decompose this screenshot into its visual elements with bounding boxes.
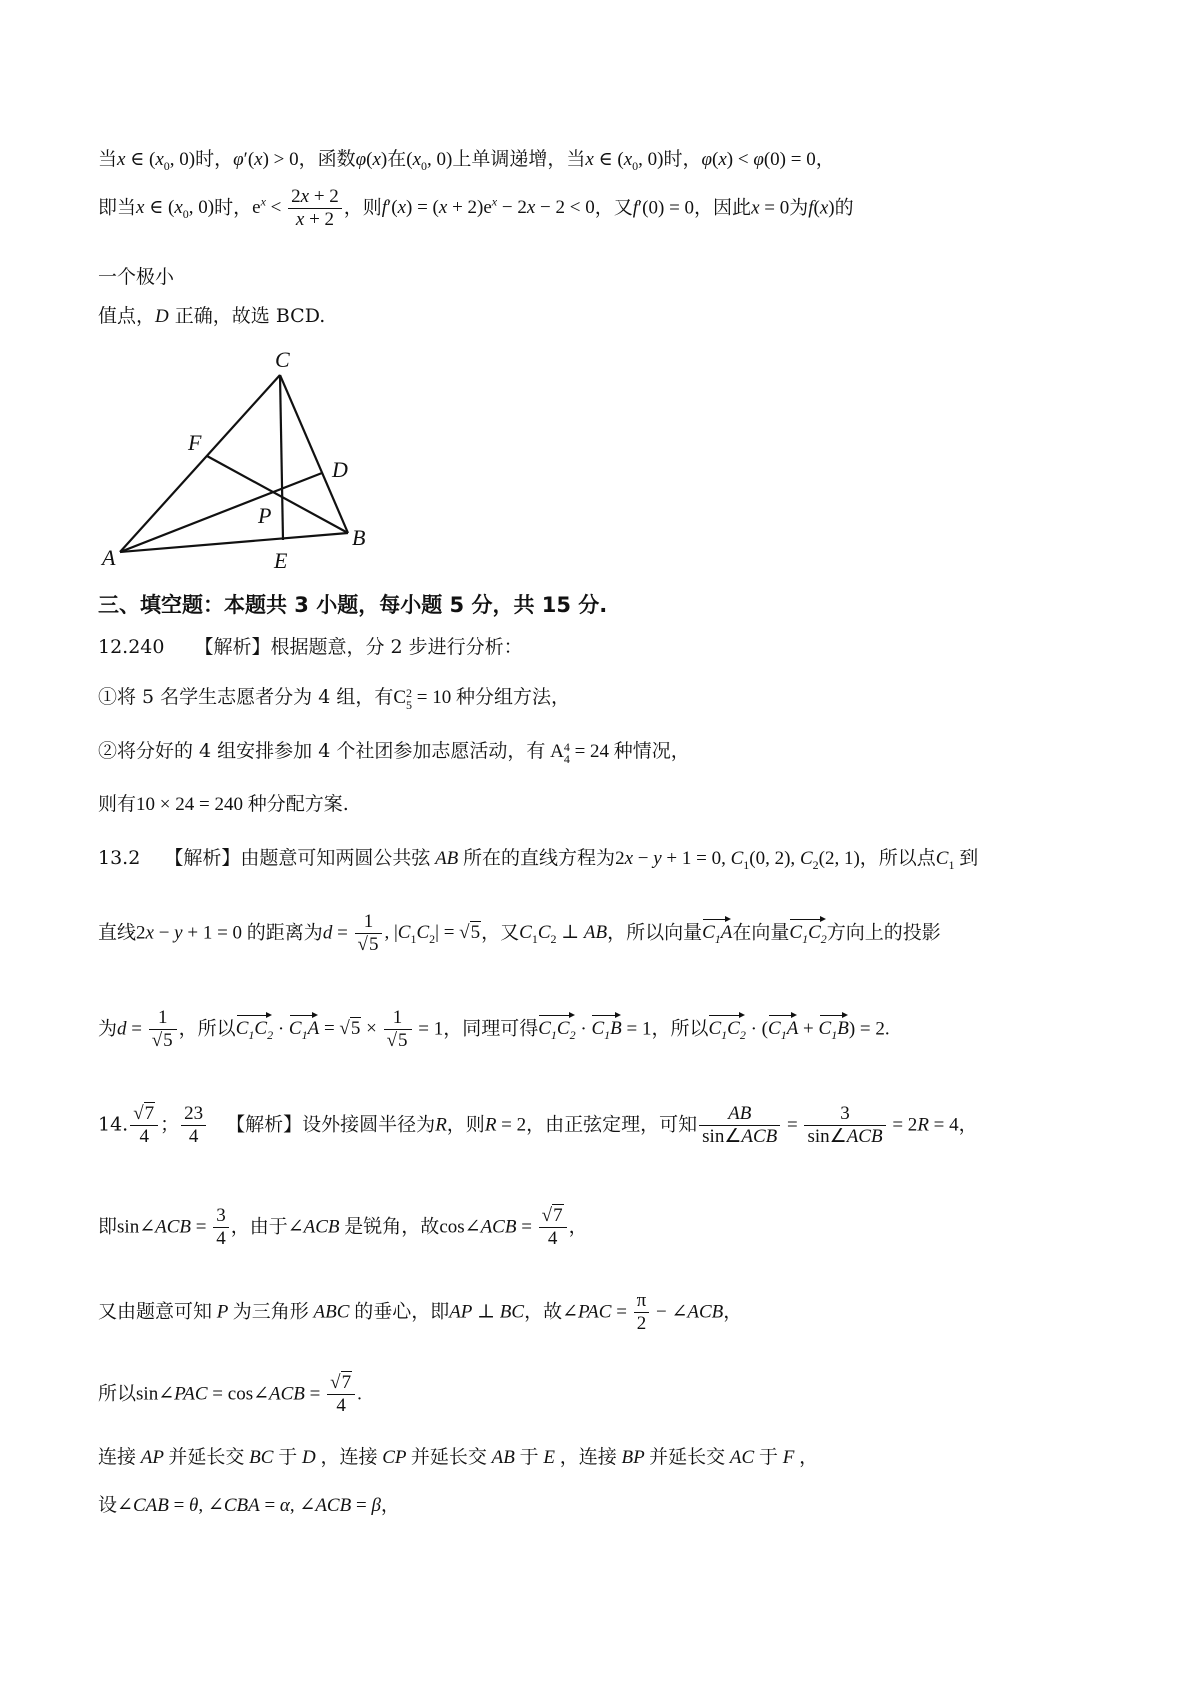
text-line-1	[98, 148, 835, 173]
math: φ(x) < φ(0) = 0	[701, 149, 816, 170]
math: ∠CAB = θ, ∠CBA = α, ∠ACB = β，	[117, 1495, 400, 1516]
text: 正确，故选 BCD.	[174, 305, 326, 327]
text: 时，	[195, 148, 234, 170]
math: sin∠ACB =	[117, 1216, 212, 1238]
text: 【解析】由题意可知两圆公共弦	[164, 847, 431, 869]
text: 即当	[98, 196, 137, 219]
math: f′(0) = 0	[632, 197, 695, 219]
q14-line-6	[98, 1494, 400, 1518]
label-c: C	[275, 347, 290, 372]
math: $C_1$	[935, 848, 955, 872]
math: A 4 4 = 24	[545, 739, 614, 766]
fraction: $\frac{AB}{\text{sin∠ACB}}$	[699, 1103, 780, 1148]
q14-line-2: 即sin∠ACB = $\frac{3}{4}$ ，由于∠ACB 是锐角，故cos∠ACB = $\frac{√7}{4}$ ，	[98, 1205, 588, 1249]
math: = √5 ×	[319, 1018, 382, 1040]
text: ，所以向量	[607, 921, 703, 944]
text: ，因此	[694, 196, 752, 219]
fraction: $\frac{√7}{4}$	[327, 1372, 355, 1417]
text: ，故	[524, 1300, 563, 1323]
fraction: $\frac{2x + 2}{x + 2}$	[288, 186, 342, 231]
text-line-4: 值点，D 正确，故选 BCD.	[98, 305, 326, 327]
math: d =	[322, 922, 353, 944]
text: 当	[98, 148, 118, 170]
text: ，函数	[298, 148, 356, 170]
math: ($x_0$, 0)	[406, 149, 453, 173]
text: 种分组方法，	[456, 686, 571, 708]
text: ，则	[446, 1113, 485, 1136]
math: R = 2	[484, 1114, 527, 1136]
fraction: $\frac{\pi}{2}$	[634, 1290, 650, 1335]
label-f: F	[188, 430, 202, 455]
text: 为三角形	[232, 1300, 309, 1323]
fraction: $\frac{1}{√5}$	[384, 1007, 412, 1052]
q14-number: 14.	[98, 1113, 129, 1136]
q13-line-3: 为d = $\frac{1}{√5}$ ，所以$C_1C_2 \cdot C_1A = √5$ × $\frac{1}{√5}$ = 1，同理可得$C_1C_2 \cdot C_1B = 1$，所以$C_1C_2 \cdot (C_1A + C_1B) = 2$.	[98, 1007, 890, 1051]
text: 值点，	[98, 305, 156, 327]
segment-ad	[120, 473, 322, 552]
text: 为	[98, 1017, 118, 1040]
math: φ(x)	[355, 149, 388, 170]
text: 连接	[98, 1446, 137, 1468]
altitude-ce	[280, 375, 283, 540]
math: $C_1C_2$ ⊥ AB	[519, 922, 608, 947]
math: cos∠ACB =	[439, 1216, 537, 1238]
text: 并延长交	[410, 1446, 487, 1468]
math: 2x − y + 1 = 0, $C_1(0$, 2), $C_2(2$, 1)	[615, 848, 860, 872]
label-a: A	[102, 545, 116, 570]
text: 种情况，	[613, 740, 690, 762]
text: ，所以	[651, 1017, 709, 1040]
q13-line-1	[98, 847, 978, 872]
text: 时，	[663, 148, 702, 170]
q14-line-4: 所以sin∠PAC = cos∠ACB = $\frac{√7}{4}$ .	[98, 1372, 362, 1416]
edge-bc	[280, 375, 348, 533]
text: 种分配方案.	[247, 793, 349, 815]
text: 即	[98, 1215, 118, 1238]
text: 时，	[214, 196, 253, 219]
math: , $|C_1C_2| = √5$	[384, 922, 481, 947]
segment-bf	[207, 456, 348, 533]
math: ∠ACB	[287, 1216, 340, 1238]
text: ，由正弦定理，可知	[526, 1113, 698, 1136]
text: 上单调递增，当	[452, 148, 586, 170]
edge-ac	[120, 375, 280, 552]
text: 【解析】设外接圆半径为	[226, 1113, 436, 1136]
text: 直线	[98, 921, 137, 944]
text: 方向上的投影	[826, 921, 941, 944]
math: ∠PAC =	[562, 1301, 632, 1323]
vector: $C_1A$	[289, 1011, 319, 1042]
text: ，	[815, 148, 835, 170]
q12-number: 12.240	[98, 636, 165, 658]
text: 则有	[98, 793, 137, 815]
text: ，则	[343, 196, 382, 219]
vector: $C_1C_2$	[708, 1011, 745, 1042]
text: 于	[519, 1446, 539, 1468]
q12-line-3	[98, 740, 690, 765]
math: $f'(x) = (x + 2)e^x - 2x - 2 < 0$	[381, 195, 595, 219]
text-line-3: 一个极小	[98, 266, 175, 288]
q12-line-4	[98, 793, 349, 817]
fraction: $\frac{3}{\text{sin∠ACB}}$	[804, 1103, 885, 1148]
text: ；	[160, 1113, 180, 1136]
math: AP ⊥ BC	[449, 1301, 525, 1323]
triangle-figure	[100, 345, 400, 570]
text: 在	[387, 148, 407, 170]
text: 在向量	[732, 921, 790, 944]
text: ，同理可得	[443, 1017, 539, 1040]
fraction: $\frac{3}{4}$	[213, 1205, 229, 1250]
vector: $C_1B$	[591, 1011, 621, 1042]
math: 2x − y + 1 = 0	[136, 922, 247, 944]
answer-2: $\frac{23}{4}$	[181, 1103, 206, 1148]
math: d =	[117, 1018, 147, 1040]
vector: $C_1C_2$	[789, 915, 826, 946]
text: ，又	[594, 196, 633, 219]
q14-line-5: 连接 AP 并延长交 BC 于 D ，连接 CP 并延长交 AB 于 E ，连接 BP 并延长交 AC 于 F ，	[98, 1446, 819, 1468]
vector: $C_1A$	[768, 1011, 798, 1042]
math: φ′(x) > 0	[233, 149, 299, 170]
math: AB	[435, 848, 459, 869]
label-e: E	[274, 548, 288, 570]
math: sin∠PAC = cos∠ACB =	[136, 1383, 326, 1405]
text: 又由题意可知	[98, 1300, 213, 1323]
text: 并延长交	[649, 1446, 726, 1468]
q12-line-1	[98, 636, 523, 659]
text: ②将分好的 4 组安排参加 4 个社团参加志愿活动，有	[98, 740, 546, 762]
math: − ∠ACB，	[651, 1301, 743, 1323]
text: ，又	[481, 921, 520, 944]
math: $e^x$ <	[252, 195, 287, 219]
answer-1: $\frac{√7}{4}$	[130, 1103, 158, 1148]
q14-line-3: 又由题意可知 P 为三角形 ABC 的垂心，即AP ⊥ BC，故∠PAC = $\frac{\pi}{2}$ − ∠ACB，	[98, 1290, 743, 1334]
text: 【解析】根据题意，分 2 步进行分析：	[194, 636, 523, 658]
q12-line-2	[98, 686, 570, 711]
math: C 2 5 = 10	[393, 685, 456, 712]
text: ，所以	[178, 1017, 236, 1040]
section-title: 三、填空题：本题共 3 小题，每小题 5 分，共 15 分.	[98, 593, 608, 617]
edge-ab	[120, 533, 348, 552]
math: x ∈ ($x_0$, 0)	[117, 149, 196, 173]
q13-number: 13.2	[98, 847, 141, 869]
label-b: B	[352, 525, 366, 550]
vector: $C_1C_2$	[538, 1011, 575, 1042]
q13-line-2	[98, 911, 941, 956]
text: 的垂心，即	[354, 1300, 450, 1323]
text: 所以	[98, 1382, 137, 1405]
text: ，连接	[559, 1446, 617, 1468]
vector: $C_1C_2$	[236, 1011, 273, 1042]
text: 所在的直线方程为	[463, 847, 616, 869]
vector: $C_1A$	[702, 915, 732, 946]
text: 于	[278, 1446, 298, 1468]
math: x ∈ ($x_0$, 0)	[136, 197, 215, 222]
text: ，连接	[320, 1446, 378, 1468]
math: x = 0	[751, 197, 790, 219]
fraction: $\frac{1}{√5}$	[149, 1007, 177, 1052]
math: 10 × 24 = 240	[136, 794, 248, 815]
math: f(x)	[808, 197, 835, 219]
text: 的	[834, 196, 854, 219]
label-d: D	[332, 457, 348, 482]
text: 设	[98, 1494, 118, 1516]
text: 的距离为	[246, 921, 323, 944]
text: ，由于	[230, 1215, 288, 1238]
math: x ∈ ($x_0$, 0)	[585, 149, 664, 173]
fraction: $\frac{1}{√5}$	[355, 911, 383, 956]
vector: $C_1B$	[819, 1011, 849, 1042]
text: 为	[789, 196, 809, 219]
fraction: $\frac{√7}{4}$	[539, 1205, 567, 1250]
text: ，所以点	[859, 847, 936, 869]
text: 并延长交	[168, 1446, 245, 1468]
text: ①将 5 名学生志愿者分为 4 组，有	[98, 686, 394, 708]
text: 是锐角，故	[344, 1215, 440, 1238]
text: 于	[758, 1446, 778, 1468]
label-p: P	[258, 503, 272, 528]
q14-line-1: 14. $\frac{√7}{4}$ ； $\frac{23}{4}$ 【解析】设外接圆半径为R，则R = 2，由正弦定理，可知 $\frac{AB}{\text{sin∠ACB}}$ = $\frac{3}{\text{sin∠ACB}}$ = 2R = 4，	[98, 1103, 978, 1147]
text-line-2	[98, 186, 854, 231]
text: 到	[959, 847, 979, 869]
